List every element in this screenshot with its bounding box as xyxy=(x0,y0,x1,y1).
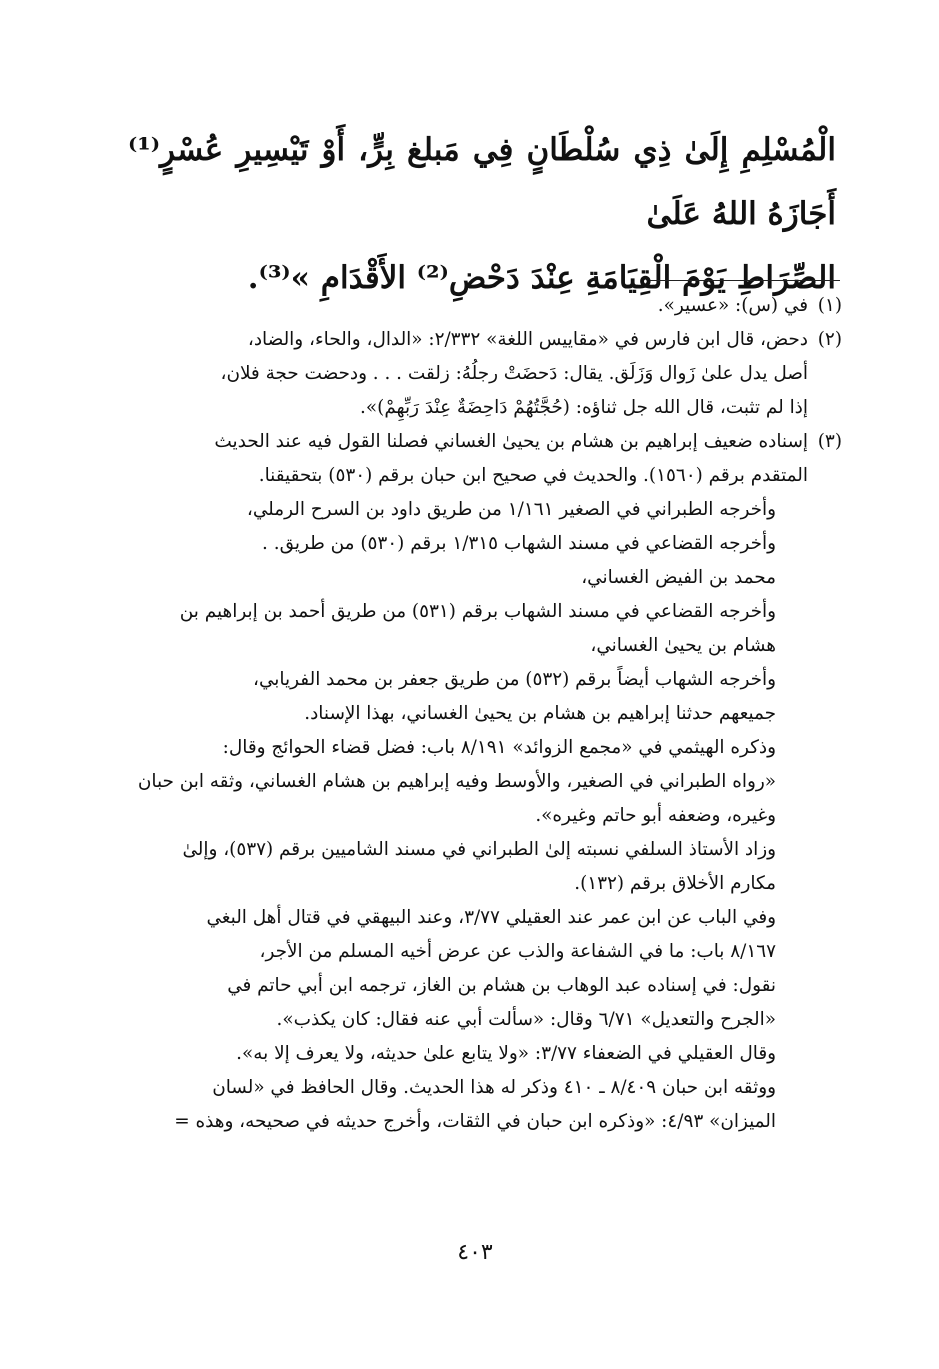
footnote-line: الميزان» ٤/٩٣: «وذكره ابن حبان في الثقات، وأخرج حديثه في صحيحه، وهذه = xyxy=(174,1111,776,1132)
footnotes-section xyxy=(128,289,842,1139)
footnote-paragraph xyxy=(128,493,808,527)
footnote-line: ووثقه ابن حبان ٨/٤٠٩ ـ ٤١٠ وذكر له هذا الحديث. وقال الحافظ في «لسان xyxy=(212,1077,776,1098)
footnote-paragraph xyxy=(128,833,808,901)
footnote-line: وأخرجه القضاعي في مسند الشهاب ١/٣١٥ برقم (٥٣٠) من طريق. . xyxy=(262,533,776,554)
footnote-line: وأخرجه الطبراني في الصغير ١/١٦١ من طريق داود بن السرح الرملي، xyxy=(246,499,776,520)
footnote-line: جميعهم حدثنا إبراهيم بن هشام بن يحيىٰ الغساني، بهذا الإسناد. xyxy=(304,703,776,724)
footnote-number: (٢) xyxy=(817,329,842,350)
footnote-line: دحض، قال ابن فارس في «مقاييس اللغة» ٢/٣٣٢: «الدال، والحاء، والضاد، xyxy=(247,329,808,350)
footnote-line: وفي الباب عن ابن عمر عند العقيلي ٣/٧٧، وعند البيهقي في قتال أهل البغي xyxy=(206,907,776,928)
footnote-line: وزاد الأستاذ السلفي نسبته إلىٰ الطبراني في مسند الشاميين برقم (٥٣٧)، وإلىٰ xyxy=(182,839,776,860)
footnote-paragraph xyxy=(128,1037,808,1071)
main-text-line: الصِّرَاطِ يَوْمَ الْقِيَامَةِ عِنْدَ دَحْضِ⁽²⁾ الأَقْدَامِ »⁽³⁾. xyxy=(247,260,836,296)
footnote-paragraph xyxy=(128,527,808,595)
footnote-paragraph xyxy=(128,663,808,697)
footnote-line: وغيره، وضعفه أبو حاتم وغيره». xyxy=(535,805,776,826)
page-number: ٤٠٣ xyxy=(457,1240,493,1265)
footnote-line: نقول: في إسناده عبد الوهاب بن هشام بن الغاز، ترجمه ابن أبي حاتم في xyxy=(227,975,776,996)
footnote-line: في (س): «عسير». xyxy=(657,295,808,316)
footnote-line: «الجرح والتعديل» ٦/٧١ وقال: «سألت أبي عنه فقال: كان يكذب». xyxy=(276,1009,776,1030)
footnote-line: ٨/١٦٧ باب: ما في الشفاعة والذب عن عرض أخيه المسلم من الأجر، xyxy=(259,941,776,962)
footnote-line: وقال العقيلي في الضعفاء ٣/٧٧: «ولا يتابع علىٰ حديثه، ولا يعرف إلا به». xyxy=(236,1043,776,1064)
footnote-paragraph xyxy=(128,969,808,1037)
main-text-block xyxy=(128,118,836,310)
footnote-paragraph xyxy=(128,731,808,833)
footnote-paragraph xyxy=(128,1071,808,1139)
footnote-1 xyxy=(128,289,842,323)
footnote-number: (٣) xyxy=(817,431,842,452)
footnote-paragraph xyxy=(128,595,808,663)
footnote-line: إسناده ضعيف إبراهيم بن هشام بن يحيىٰ الغساني فصلنا القول فيه عند الحديث xyxy=(214,431,808,452)
footnote-paragraph xyxy=(128,697,808,731)
footnote-line: المتقدم برقم (١٥٦٠). والحديث في صحيح ابن حبان برقم (٥٣٠) بتحقيقنا. xyxy=(258,465,808,486)
footnote-line: محمد بن الفيض الغساني، xyxy=(581,567,776,588)
footnote-line: وأخرجه الشهاب أيضاً برقم (٥٣٢) من طريق جعفر بن محمد الفريابي، xyxy=(253,669,776,690)
footnote-3 xyxy=(128,425,842,1139)
footnote-line: إذا لم تثبت، قال الله جل ثناؤه: (حُجَّتُهُمْ دَاحِضَةٌ عِنْدَ رَبِّهِمْ)». xyxy=(360,397,808,418)
main-text-line: الْمُسْلِمِ إِلَىٰ ذِي سُلْطَانٍ فِي مَبلغ بِرٍّ، أَوْ تَيْسِيرِ عُسْرٍ⁽¹⁾ أَجَازَهُ اللهُ عَلَىٰ xyxy=(128,132,836,232)
footnote-2 xyxy=(128,323,842,425)
footnote-line: وذكره الهيثمي في «مجمع الزوائد» ٨/١٩١ باب: فضل قضاء الحوائج وقال: xyxy=(222,737,776,758)
footnote-line: مكارم الأخلاق برقم (١٣٢). xyxy=(574,873,776,894)
footnote-line: وأخرجه القضاعي في مسند الشهاب برقم (٥٣١) من طريق أحمد بن إبراهيم بن xyxy=(179,601,776,622)
footnote-paragraph xyxy=(128,901,808,969)
footnote-line: هشام بن يحيىٰ الغساني، xyxy=(590,635,776,656)
footnote-line: «رواه الطبراني في الصغير، والأوسط وفيه إبراهيم بن هشام الغساني، وثقه ابن حبان xyxy=(137,771,776,792)
footnote-number: (١) xyxy=(817,295,842,316)
footnote-line: أصل يدل علىٰ زَوال وَزَلَق. يقال: دَحضَتْ رجلُهُ: زلقت . . . ودحضت حجة فلان، xyxy=(220,363,808,384)
footnote-separator xyxy=(650,280,840,281)
